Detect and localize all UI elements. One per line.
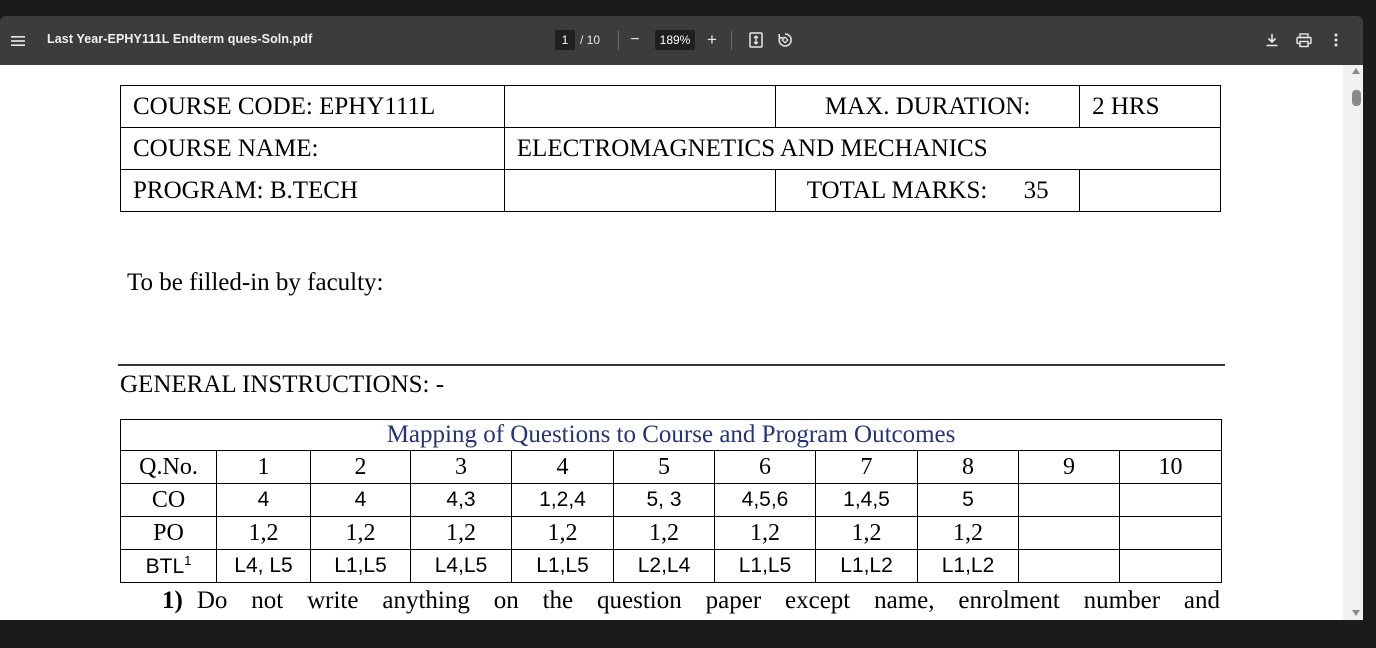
empty-cell bbox=[1080, 170, 1221, 212]
co-cell: 1,4,5 bbox=[816, 484, 918, 517]
total-marks-value: 35 bbox=[1023, 176, 1049, 204]
qno-cell: 6 bbox=[715, 451, 816, 484]
instruction-text: Do not write anything on the question paper except name, enrolment number and bbox=[196, 587, 1220, 614]
course-name-value: ELECTROMAGNETICS AND MECHANICS bbox=[504, 128, 1220, 170]
max-duration-label: MAX. DURATION: bbox=[776, 86, 1080, 128]
course-code-cell: COURSE CODE: EPHY111L bbox=[121, 86, 505, 128]
po-cell: 1,2 bbox=[411, 517, 512, 550]
pdf-toolbar bbox=[0, 16, 1363, 65]
co-cell: 4,5,6 bbox=[715, 484, 816, 517]
btl-cell: L1,L2 bbox=[816, 550, 918, 583]
qno-cell: 2 bbox=[311, 451, 411, 484]
qno-cell: 4 bbox=[512, 451, 614, 484]
zoom-level-input[interactable]: 189% bbox=[655, 30, 695, 50]
page-number-input[interactable]: 1 bbox=[555, 30, 575, 50]
co-cell: 5, 3 bbox=[614, 484, 715, 517]
scroll-down-arrow-icon[interactable] bbox=[1352, 610, 1360, 616]
general-instructions-heading: GENERAL INSTRUCTIONS: - bbox=[120, 371, 445, 398]
page-total: / 10 bbox=[580, 33, 601, 47]
program-cell: PROGRAM: B.TECH bbox=[121, 170, 505, 212]
row-label: CO bbox=[121, 484, 217, 517]
row-label: Q.No. bbox=[121, 451, 217, 484]
hamburger-menu-icon[interactable] bbox=[8, 31, 28, 51]
btl-cell: L2,L4 bbox=[614, 550, 715, 583]
btl-cell: L4, L5 bbox=[217, 550, 311, 583]
btl-row bbox=[121, 550, 1222, 583]
vertical-scrollbar[interactable] bbox=[1343, 65, 1363, 620]
download-icon[interactable] bbox=[1262, 30, 1282, 50]
co-cell bbox=[1019, 484, 1120, 517]
instruction-1 bbox=[162, 587, 1220, 615]
faculty-note: To be filled-in by faculty: bbox=[127, 269, 384, 296]
toolbar-divider bbox=[731, 31, 732, 50]
qno-cell: 1 bbox=[217, 451, 311, 484]
qno-cell: 5 bbox=[614, 451, 715, 484]
po-cell: 1,2 bbox=[614, 517, 715, 550]
po-cell bbox=[1120, 517, 1222, 550]
po-cell: 1,2 bbox=[816, 517, 918, 550]
toolbar-divider bbox=[618, 31, 619, 50]
co-cell: 1,2,4 bbox=[512, 484, 614, 517]
fit-page-icon[interactable] bbox=[746, 30, 766, 50]
co-cell bbox=[1120, 484, 1222, 517]
row-label: PO bbox=[121, 517, 217, 550]
btl-cell bbox=[1019, 550, 1120, 583]
window-bottom-bar bbox=[0, 620, 1376, 648]
po-cell: 1,2 bbox=[512, 517, 614, 550]
zoom-out-button[interactable]: − bbox=[630, 31, 640, 48]
po-cell: 1,2 bbox=[715, 517, 816, 550]
btl-cell: L1,L5 bbox=[715, 550, 816, 583]
max-duration-value: 2 HRS bbox=[1080, 86, 1221, 128]
zoom-in-button[interactable]: + bbox=[707, 30, 717, 49]
pdf-page-viewport[interactable] bbox=[0, 65, 1343, 620]
btl-label: BTL bbox=[145, 555, 185, 578]
course-header-table bbox=[120, 85, 1221, 212]
po-row bbox=[121, 517, 1222, 550]
btl-cell bbox=[1120, 550, 1222, 583]
scrollbar-thumb[interactable] bbox=[1352, 90, 1361, 106]
qno-cell: 9 bbox=[1019, 451, 1120, 484]
btl-cell: L1,L5 bbox=[512, 550, 614, 583]
qno-cell: 8 bbox=[918, 451, 1019, 484]
empty-cell bbox=[504, 170, 775, 212]
mapping-caption: Mapping of Questions to Course and Program Outcomes bbox=[121, 420, 1222, 451]
po-cell: 1,2 bbox=[918, 517, 1019, 550]
btl-footnote-marker: 1 bbox=[184, 553, 192, 568]
rotate-icon[interactable] bbox=[775, 30, 795, 50]
row-label bbox=[121, 550, 217, 583]
course-name-label: COURSE NAME: bbox=[121, 128, 505, 170]
scroll-up-arrow-icon[interactable] bbox=[1352, 68, 1360, 74]
horizontal-rule bbox=[118, 364, 1225, 366]
qno-cell: 7 bbox=[816, 451, 918, 484]
co-cell: 5 bbox=[918, 484, 1019, 517]
total-marks-label: TOTAL MARKS: bbox=[806, 176, 988, 204]
mapping-table bbox=[120, 419, 1222, 583]
btl-cell: L4,L5 bbox=[411, 550, 512, 583]
co-cell: 4 bbox=[217, 484, 311, 517]
btl-cell: L1,L5 bbox=[311, 550, 411, 583]
qno-cell: 10 bbox=[1120, 451, 1222, 484]
instruction-number: 1) bbox=[162, 587, 183, 614]
print-icon[interactable] bbox=[1294, 30, 1314, 50]
empty-cell bbox=[504, 86, 775, 128]
co-cell: 4 bbox=[311, 484, 411, 517]
co-row bbox=[121, 484, 1222, 517]
po-cell: 1,2 bbox=[311, 517, 411, 550]
more-vertical-icon[interactable] bbox=[1326, 30, 1346, 50]
po-cell: 1,2 bbox=[217, 517, 311, 550]
po-cell bbox=[1019, 517, 1120, 550]
co-cell: 4,3 bbox=[411, 484, 512, 517]
total-marks-cell bbox=[776, 170, 1080, 212]
document-title: Last Year-EPHY111L Endterm ques-Soln.pdf bbox=[47, 32, 313, 46]
qno-cell: 3 bbox=[411, 451, 512, 484]
qno-row bbox=[121, 451, 1222, 484]
btl-cell: L1,L2 bbox=[918, 550, 1019, 583]
